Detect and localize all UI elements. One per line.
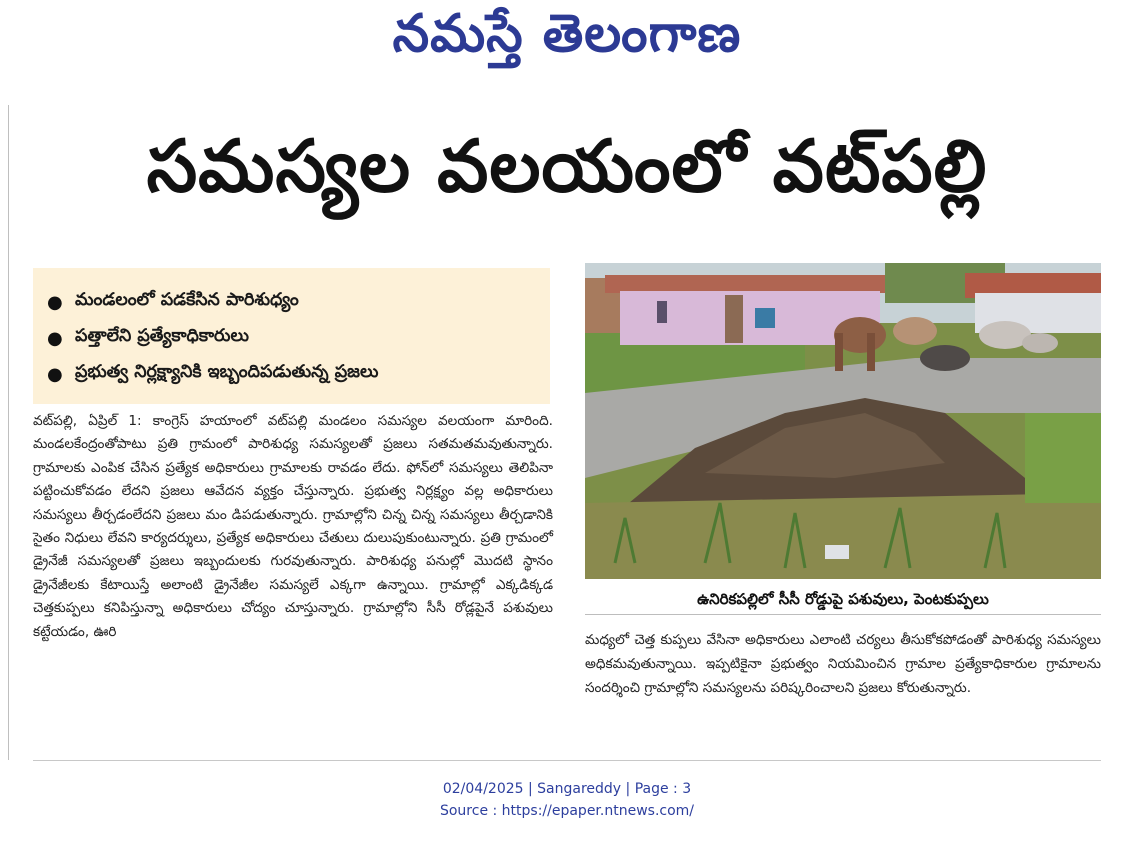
bottom-divider — [33, 760, 1101, 761]
masthead-logo: నమస్తే తెలంగాణ — [392, 4, 742, 64]
bullet-icon: ● — [47, 327, 63, 349]
article-headline: సమస్యల వలయంలో వట్‌పల్లి — [146, 124, 988, 208]
photo-illustration — [585, 263, 1101, 579]
bullet-icon: ● — [47, 291, 63, 313]
highlight-text: పత్తాలేని ప్రత్యేకాధికారులు — [75, 326, 249, 346]
highlight-text: ప్రభుత్వ నిర్లక్ష్యానికి ఇబ్బందిపడుతున్న ప్రజలు — [75, 362, 379, 382]
footer-date-edition: 02/04/2025 | Sangareddy | Page : 3 — [442, 781, 692, 797]
highlight-text: మండలంలో పడకేసిన పారిశుధ్యం — [75, 290, 299, 310]
article-body-right: మధ్యలో చెత్త కుప్పలు వేసినా అధికారులు ఎలాంటి చర్యలు తీసుకోకపోడంతో పారిశుధ్య సమస్యలు అధికమవుతున్నాయి. ఇప్పటికైనా ప్రభుత్వం నియమించిన గ్రామాల ప్రత్యేకాధికారుల గ్రామాలను సందర్శించి గ్రామాల్లోని సమస్యలను పరిష్కరించాలని ప్రజలు కోరుతున్నారు. — [585, 632, 1101, 696]
photo-caption: ఉనిరికపల్లిలో సీసీ రోడ్డుపై పశువులు, పెంటకుప్పలు — [585, 584, 1101, 615]
article-body-left: వట్‌పల్లి, ఏప్రిల్ 1: కాంగ్రెస్ హయాంలో వట్‌పల్లి మండలం సమస్యల వలయంగా మారింది. మండలకేంద్రంతోపాటు ప్రతి గ్రామంలో పారిశుధ్య సమస్యలతో ప్రజలు సతమతమవుతున్నారు. గ్రామాలకు ఎంపిక చేసిన ప్రత్యేక అధికారులు గ్రామాలకు రావడం లేదు. ఫోన్‌లో సమస్యలు తెలిపినా పట్టించుకోవడం లేదని ప్రజలు ఆవేదన వ్యక్తం చేస్తున్నారు. ప్రభుత్వ నిర్లక్ష్యం వల్ల అధికారులు సమస్యలు తీర్చడంలేదని ప్రజలు మం డిపడుతున్నారు. గ్రామాల్లోని చిన్న చిన్న సమస్యలు తీర్చడానికి సైతం నిధులు లేవని కార్యదర్శులు, ప్రత్యేక అధికారులు చేతులు దులుపుకుంటున్నారు. ప్రతి గ్రామంలో డ్రైనేజీ సమస్యలతో ప్రజలు ఇబ్బందులకు గురవుతున్నారు. పారిశుధ్య పనుల్లో మొదటి స్థానం డ్రైనేజీలకు కేటాయిస్తే అలాంటి డ్రైనేజీల సమస్యలే ఎక్కగా ఉన్నాయి. గ్రామాల్లో ఎక్కడిక్కడ చెత్తకుప్పలు కనిపిస్తున్నా అధికారులు చోద్యం చూస్తున్నారు. గ్రామాల్లోని సీసీ రోడ్లపైనే పశువులు కట్టేయడం, ఊరి — [33, 413, 553, 640]
news-photo — [585, 263, 1101, 579]
bullet-icon: ● — [47, 363, 63, 385]
footer-source: Source : https://epaper.ntnews.com/ — [439, 803, 695, 819]
highlights-box — [33, 268, 550, 404]
highlight-item — [47, 284, 540, 320]
highlight-item — [47, 356, 540, 392]
highlight-item — [47, 320, 540, 356]
